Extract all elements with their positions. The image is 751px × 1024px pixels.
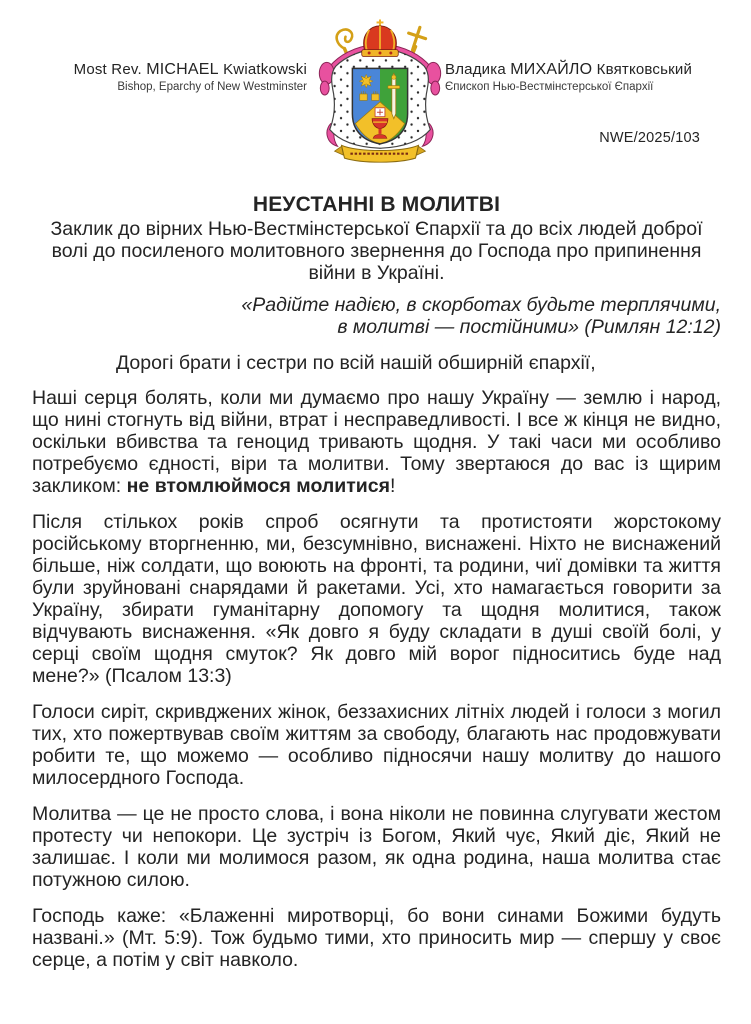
letter-body [0,192,751,971]
paragraph-5: Господь каже: «Блаженні миротворці, бо вони синами Божими будуть названі.» (Мт. 5:9). Тож будьмо тими, хто приносить мир — спершу у своє серце, а потім у світ навколо. [32,905,721,971]
crest-crown [362,19,399,56]
scripture-quote [32,294,721,338]
bishop-name-ukrainian [445,60,745,94]
paragraph-2: Після стількох років спроб осягнути та протистояти жорстокому російському вторгненню, ми, безсумнівно, виснажені. Ніхто не виснажений більше, ніж солдати, що воюють на фронті, та родини, чиї домівки та життя були зруйновані снарядами й ракетами. Усі, хто намагається говорити за Україну, збирати гуманітарну допомогу та щодня молитися, також відчувають виснаження. «Як довго я буду складати в душі своїй болі, у серці своїм щодня смуток? Як довго мій ворог підноситись буде над мене?» (Псалом 13:3) [32,511,721,687]
paragraph-4: Молитва — це не просто слова, і вона ніколи не повинна слугувати жестом протесту чи непокори. Це зустріч із Богом, Який чує, Який діє, Який не залишає. І коли ми молимося разом, як одна родина, наша молитва стає потужною силою. [32,803,721,891]
salutation: Дорогі брати і сестри по всій нашій обширній єпархії, [116,352,596,374]
scripture-quote-line1: «Радійте надією, в скорботах будьте терплячими, [241,294,721,316]
crest-svg [306,18,454,168]
bold-call-to-prayer: не втомлюймося молитися [126,475,391,497]
bishop-name-english-line1: Most Rev. MICHAEL Kwiatkowski [73,61,307,78]
episcopal-coat-of-arms-icon [306,18,454,168]
paragraph-3: Голоси сиріт, скривджених жінок, беззахисних літніх людей і голоси з могил тих, хто пожертвував своїм життям за свободу, благають нас продовжувати робити те, що можемо — особливо підносячи нашу молитву до нашого милосердного Господа. [32,701,721,789]
bishop-title-english: Bishop, Eparchy of New Westminster [117,81,307,93]
letter-title: НЕУСТАННІ В МОЛИТВІ [252,193,501,216]
bishop-name-english [0,60,307,94]
paragraph-1: Наші серця болять, коли ми думаємо про нашу Україну — землю і народ, що нині стогнуть від війни, втрат і несправедливості. І все ж кінця не видно, оскільки вбивства та геноцид тривають щодня. У такі часи ми особливо потребуємо єдності, віри та молитви. Тому звертаюся до вас із щирим закликом: не втомлюймося молитися! [32,387,721,497]
reference-number: NWE/2025/103 [599,130,700,146]
bishop-name-ukrainian-line1: Владика МИХАЙЛО Квятковський [445,61,693,78]
scripture-quote-line2: в молитві — постійними» (Римлян 12:12) [337,316,721,338]
crest-shield [352,68,407,143]
letter-subtitle: Заклик до вірних Нью-Вестмінстерської Єпархії та до всіх людей доброї волі до посиленого молитовного звернення до Господа про припинення війни в Україні. [50,218,703,284]
bishop-title-ukrainian: Єпископ Нью-Вестмінстерської Єпархії [445,81,654,93]
letterhead [0,0,751,172]
